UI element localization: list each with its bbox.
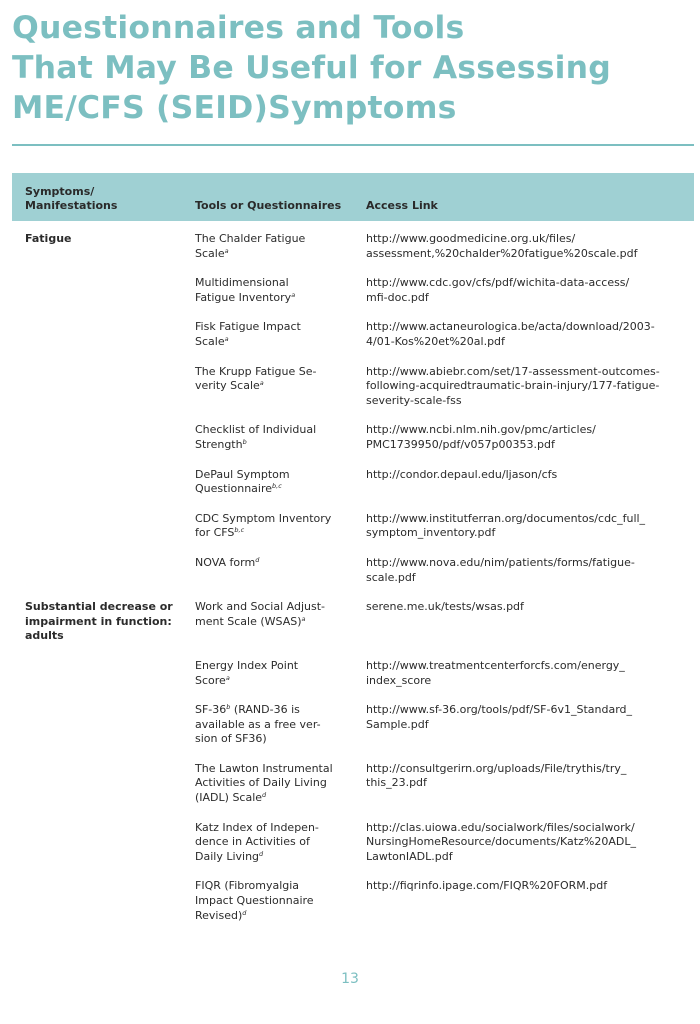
tool-name-text: Scale [195, 246, 225, 260]
tool-name-line [195, 232, 347, 247]
access-link[interactable] [366, 879, 684, 894]
access-link[interactable] [366, 320, 684, 349]
tool-name-prefix: SF-36 [195, 703, 227, 717]
tool-name-line [195, 276, 347, 291]
tool-name-line [195, 615, 347, 630]
access-link-line[interactable]: PMC1739950/pdf/v057p00353.pdf [366, 437, 555, 451]
tool-name-text: Scale [195, 334, 225, 348]
tool-name-line [195, 703, 347, 718]
page-number: 13 [341, 971, 359, 987]
tool-name-line [195, 659, 347, 674]
footnote-marker: a [224, 334, 229, 343]
tool-name-line [195, 379, 347, 394]
tool-name-text: Work and Social Adjust- [195, 600, 326, 614]
access-link[interactable] [366, 276, 684, 305]
tool-name-line [195, 821, 347, 836]
tool-name-line [195, 482, 347, 497]
tool-name-text: Fatigue Inventory [195, 290, 292, 304]
access-link-line[interactable]: LawtonIADL.pdf [366, 849, 453, 863]
tool-name [195, 512, 347, 541]
tool-name [195, 821, 347, 865]
tool-name-text: Checklist of Individual [195, 423, 317, 437]
table-row [0, 703, 700, 762]
tool-name-text: NOVA form [195, 555, 256, 569]
access-link-line[interactable]: mfi-doc.pdf [366, 290, 429, 304]
page-title-line: ME/CFS (SEID)Symptoms [12, 90, 457, 126]
table-row [0, 276, 700, 320]
footnote-marker: a [291, 290, 296, 299]
table-row [0, 320, 700, 364]
footnote-marker: d [255, 555, 260, 564]
footnote-marker: a [225, 673, 230, 682]
tool-name-line [195, 526, 347, 541]
symptom-category-line: Substantial decrease or [25, 600, 173, 614]
header-tools: Tools or Questionnaires [195, 199, 342, 212]
tool-name-text: Daily Living [195, 849, 260, 863]
tool-name [195, 232, 347, 261]
symptom-category-line: Fatigue [25, 232, 72, 245]
tool-name-text: Energy Index Point [195, 658, 299, 672]
tool-name-line [195, 835, 347, 850]
footnote-marker: b,c [234, 526, 245, 535]
tool-name-text: sion of SF36) [195, 732, 267, 746]
table-row [0, 762, 700, 821]
access-link[interactable] [366, 556, 684, 585]
tool-name-line [195, 438, 347, 453]
tool-name-line [195, 468, 347, 483]
access-link-line[interactable]: http://www.institutferran.org/documentos/cdc_full_ [366, 511, 646, 525]
access-link-line[interactable]: http://www.ncbi.nlm.nih.gov/pmc/articles/ [366, 423, 596, 437]
access-link-line[interactable]: symptom_inventory.pdf [366, 526, 496, 540]
access-link-line[interactable]: assessment,%20chalder%20fatigue%20scale.pdf [366, 246, 638, 260]
tool-name-text: The Chalder Fatigue [195, 232, 306, 245]
tool-name-text: verity Scale [195, 379, 260, 393]
page-title-line: Questionnaires and Tools [12, 10, 465, 46]
access-link[interactable] [366, 659, 684, 688]
tool-name-line [195, 718, 347, 733]
tool-name [195, 659, 347, 688]
tool-name [195, 600, 347, 629]
footnote-marker: b [226, 703, 231, 712]
header-symptoms-line: Symptoms/ [25, 185, 95, 198]
footnote-marker: d [259, 849, 264, 858]
tool-name-line [195, 909, 347, 924]
tool-name-text: (IADL) Scale [195, 791, 263, 805]
tool-name-line [195, 423, 347, 438]
tool-name-text: Impact Questionnaire [195, 894, 314, 908]
tool-name-text: Katz Index of Indepen- [195, 820, 319, 834]
tool-name [195, 423, 347, 452]
tool-name-line [195, 512, 347, 527]
footnote-marker: a [224, 246, 229, 255]
symptom-category-line: adults [25, 629, 64, 643]
tool-name-line [195, 879, 347, 894]
table-body [0, 232, 700, 938]
tool-name [195, 762, 347, 806]
tool-name-line [195, 291, 347, 306]
access-link[interactable] [366, 821, 684, 865]
tool-name-text: Questionnaire [195, 482, 273, 496]
table-row [0, 423, 700, 467]
access-link-line[interactable]: http://www.goodmedicine.org.uk/files/ [366, 232, 576, 245]
tool-name-line [195, 600, 347, 615]
tool-name-text: for CFS [195, 526, 235, 540]
tool-name-line [195, 674, 347, 689]
tool-name-text: CDC Symptom Inventory [195, 511, 332, 525]
table-row [0, 821, 700, 880]
header-symptoms-line: Manifestations [25, 199, 118, 212]
access-link-line[interactable]: http://fiqrinfo.ipage.com/FIQR%20FORM.pdf [366, 879, 608, 893]
tool-name [195, 468, 347, 497]
table-row [0, 659, 700, 703]
tool-name-line [195, 320, 347, 335]
tool-name-line [195, 762, 347, 777]
access-link-line[interactable]: http://clas.uiowa.edu/socialwork/files/socialwork/ [366, 820, 635, 834]
access-link-line[interactable]: http://www.sf-36.org/tools/pdf/SF-6v1_Standard_ [366, 703, 633, 717]
tool-name [195, 556, 347, 571]
tool-name-text: Activities of Daily Living [195, 776, 327, 790]
access-link-line[interactable]: index_score [366, 673, 432, 687]
access-link-line[interactable]: http://www.abiebr.com/set/17-assessment-outcomes- [366, 364, 660, 378]
footnote-marker: b,c [272, 482, 282, 491]
access-link-line[interactable]: this_23.pdf [366, 776, 427, 790]
footnote-marker: b [242, 437, 247, 446]
table-row [0, 600, 700, 659]
tool-name-text: ment Scale (WSAS) [195, 614, 302, 628]
access-link-line[interactable]: serene.me.uk/tests/wsas.pdf [366, 600, 524, 614]
access-link[interactable] [366, 600, 684, 615]
footnote-marker: d [262, 791, 267, 800]
tool-name-text: available as a free ver- [195, 717, 321, 731]
table-row [0, 556, 700, 600]
access-link-line[interactable]: scale.pdf [366, 570, 416, 584]
tool-name-text: FIQR (Fibromyalgia [195, 879, 300, 893]
access-link-line[interactable]: http://www.treatmentcenterforcfs.com/energy_ [366, 658, 625, 672]
tool-name [195, 320, 347, 349]
access-link[interactable] [366, 232, 684, 261]
tool-name-text: Revised) [195, 908, 243, 922]
symptom-category-line: impairment in function: [25, 614, 172, 628]
tool-name-line [195, 776, 347, 791]
tool-name-line [195, 850, 347, 865]
tool-name-text: The Krupp Fatigue Se- [195, 364, 317, 378]
tool-name-text: The Lawton Instrumental [195, 761, 333, 775]
access-link[interactable] [366, 423, 684, 452]
access-link[interactable] [366, 703, 684, 732]
tool-name-text: Multidimensional [195, 276, 289, 290]
access-link-line[interactable]: http://consultgerirn.org/uploads/File/trythis/try_ [366, 761, 627, 775]
table-header [12, 173, 694, 221]
tool-name-text: Strength [195, 437, 243, 451]
tool-name [195, 365, 347, 394]
tool-name [195, 703, 347, 747]
tool-name-line [195, 556, 347, 571]
access-link-line[interactable]: http://www.cdc.gov/cfs/pdf/wichita-data-access/ [366, 276, 630, 290]
tool-name [195, 879, 347, 923]
access-link[interactable] [366, 468, 684, 483]
tool-name-text: Score [195, 673, 226, 687]
access-link[interactable] [366, 762, 684, 791]
symptom-category [25, 232, 175, 247]
access-link-line[interactable]: following-acquiredtraumatic-brain-injury/177-fatigue- [366, 379, 660, 393]
footnote-marker: d [242, 908, 247, 917]
table-row [0, 512, 700, 556]
access-link[interactable] [366, 365, 684, 409]
footnote-marker: a [259, 379, 264, 388]
tool-name-line [195, 732, 347, 747]
access-link-line[interactable]: Sample.pdf [366, 717, 429, 731]
access-link-line[interactable]: 4/01-Kos%20et%20al.pdf [366, 334, 505, 348]
access-link-line[interactable]: NursingHomeResource/documents/Katz%20ADL_ [366, 835, 636, 849]
header-access-link: Access Link [366, 199, 438, 212]
table-row [0, 468, 700, 512]
page-title-line: That May Be Useful for Assessing [12, 50, 612, 86]
tool-name-text: DePaul Symptom [195, 467, 290, 481]
table-row [0, 365, 700, 424]
tool-name-line [195, 894, 347, 909]
access-link-line[interactable]: http://www.nova.edu/nim/patients/forms/fatigue- [366, 555, 635, 569]
page-title [12, 8, 692, 128]
header-symptoms [25, 185, 175, 213]
access-link[interactable] [366, 512, 684, 541]
table-row [0, 232, 700, 276]
tool-name-text: dence in Activities of [195, 835, 310, 849]
access-link-line[interactable]: http://condor.depaul.edu/ljason/cfs [366, 467, 558, 481]
access-link-line[interactable]: severity-scale-fss [366, 393, 462, 407]
title-divider [12, 144, 694, 146]
tool-name [195, 276, 347, 305]
table-row [0, 879, 700, 938]
access-link-line[interactable]: http://www.actaneurologica.be/acta/download/2003- [366, 320, 655, 334]
tool-name-line [195, 247, 347, 262]
tool-name-line [195, 335, 347, 350]
symptom-category [25, 600, 175, 644]
tool-name-line [195, 791, 347, 806]
tool-name-text: (RAND-36 is [230, 703, 300, 717]
footnote-marker: a [301, 614, 306, 623]
tool-name-line [195, 365, 347, 380]
tool-name-text: Fisk Fatigue Impact [195, 320, 301, 334]
